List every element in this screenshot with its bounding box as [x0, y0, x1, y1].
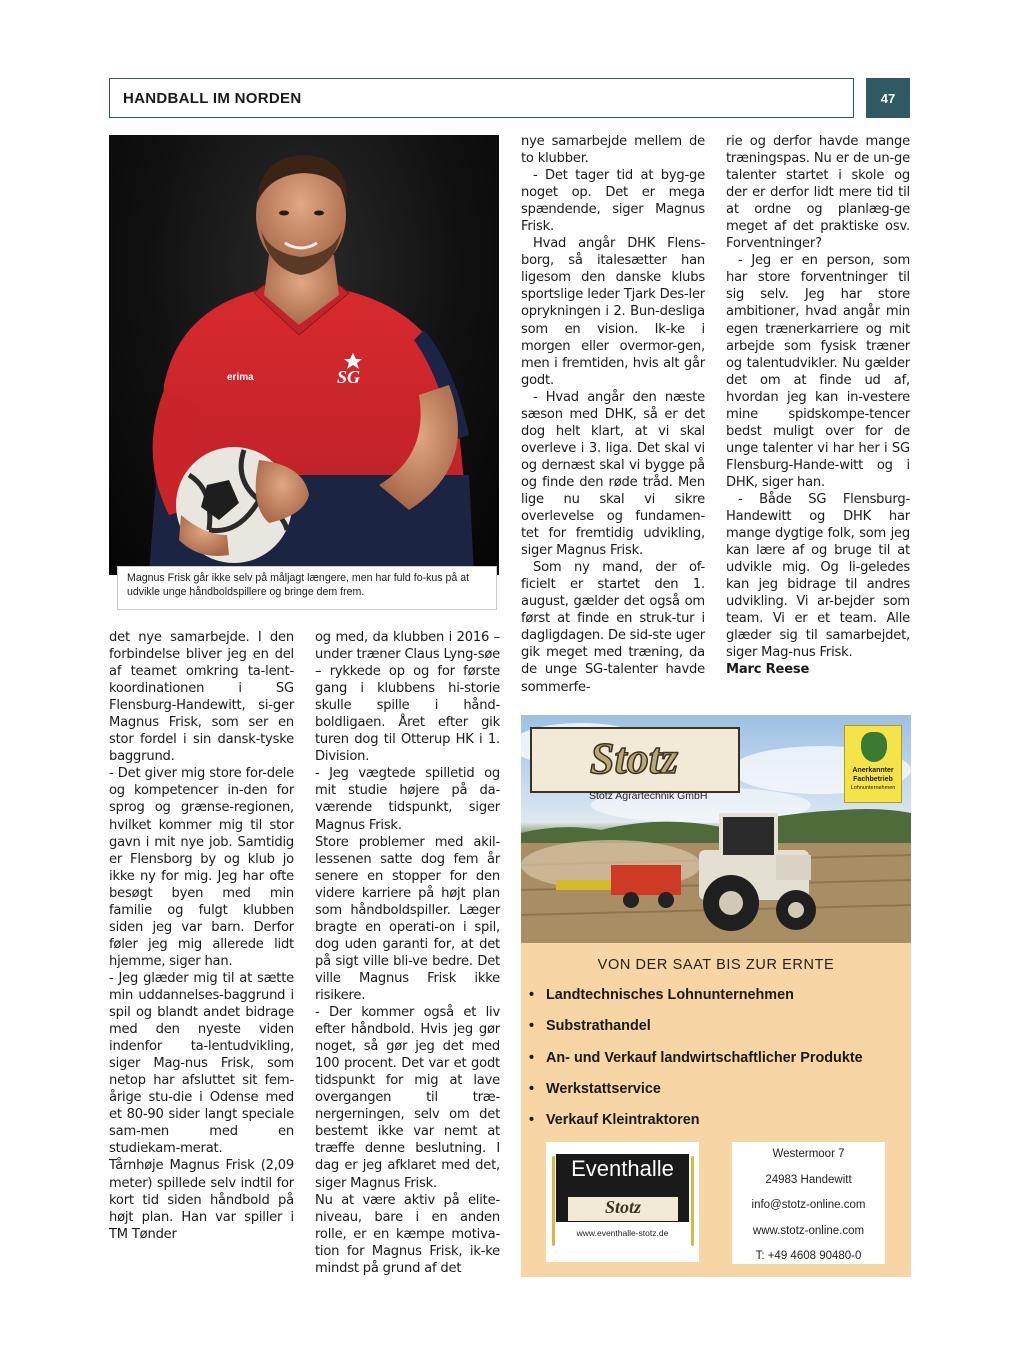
- service-item: [529, 1079, 909, 1110]
- article-author: Marc Reese: [726, 662, 810, 678]
- player-photo: [109, 135, 499, 575]
- bullet-icon: •: [529, 1112, 535, 1129]
- service-item: [529, 985, 909, 1016]
- stotz-logo: [530, 727, 740, 793]
- contact-phone: T: +49 4608 90480-0: [755, 1250, 862, 1262]
- paragraph: - Der kommer også et liv efter håndbold. Hvis jeg gør noget, så gør jeg det med 100 procent. Det var et godt tidspunkt for mig at lave overgangen til træ-nergerningen, selv om det bestemt ikke var nemt at træffe denne beslutning. I dag er jeg afklaret med det, siger Magnus Frisk.: [315, 1005, 500, 1191]
- services-list: [529, 985, 909, 1141]
- photo-caption: Magnus Frisk går ikke selv på måljagt længere, men har fuld fo-kus på at udvikle unge håndboldspillere og bringe dem frem.: [117, 566, 497, 610]
- bullet-icon: •: [529, 1018, 535, 1035]
- paragraph: og med, da klubben i 2016 – under træner Claus Lyng-søe – rykkede op og for første gang i klubbens hi-storie skulle spille i hånd-boldligaen. Året efter gik turen dog til Otterup HK i 1. Division.: [315, 630, 500, 765]
- badge-line: Lohnunternehmen: [850, 785, 896, 791]
- article-column-4: [726, 133, 910, 679]
- advert-tractor-photo: [521, 715, 911, 943]
- paragraph: Nu at være aktiv på elite-niveau, bare i en anden rolle, er en kæmpe motiva-tion for Magnus Frisk, ik-ke mindst på grund af det: [315, 1192, 500, 1276]
- contact-city: 24983 Handewitt: [765, 1173, 852, 1186]
- wheat-icon: [861, 732, 887, 762]
- paragraph: - Hvad angår den næste sæson med DHK, så er det dog helt klart, at vi skal overleve i 3. liga. Det skal vi og dernæst skal vi bygge på og finde den røde tråd. Men lige nu skal vi sikre overlevelse og fundamen-tet for fremtidig udvikling, siger Magnus Frisk.: [521, 389, 705, 559]
- paragraph: nye samarbejde mellem de to klubber.: [521, 134, 705, 167]
- logo-text: Stotz: [590, 734, 679, 783]
- paragraph: - Jeg glæder mig til at sætte min uddannelses-baggrund i spil og blandt andet bidrage med den nyeste viden indenfor ta-lentudvikling, siger Mag-nus Frisk, som netop har afsluttet sit fem-årige stu-die i Odense med et 80-90 sider langt speciale sam-men med en studiekam-merat.: [109, 970, 294, 1157]
- contact-box: [732, 1142, 885, 1264]
- paragraph: Tårnhøje Magnus Frisk (2,09 meter) spillede selv indtil for kort tid siden håndbold på højt plan. Han var spiller i TM Tønder: [109, 1158, 294, 1242]
- paragraph: - Både SG Flensburg-Handewitt og DHK har mange dygtige folk, som jeg kan lære af og bruge til at udvikle mig. Og li-geledes kan jeg bidrage til andres udvikling. Vi ar-bejder som team. Vi er et team. Alle glæder sig til samarbejdet, siger Mag-nus Frisk.: [726, 491, 910, 661]
- service-label: Werkstattservice: [546, 1080, 661, 1097]
- contact-street: Westermoor 7: [772, 1148, 845, 1160]
- article-column-3: [521, 133, 705, 696]
- shirt-logo: SG: [337, 367, 361, 387]
- certified-badge: [844, 725, 902, 803]
- paragraph: - Det tager tid at byg-ge noget op. Det er mega spændende, siger Magnus Frisk.: [521, 168, 705, 235]
- shirt-brand: erima: [227, 372, 254, 383]
- paragraph: rie og derfor havde mange træningspas. Nu er de un-ge talenter startet i skole og der er derfor lidt mere tid til at ordne og planlæg-ge meget af det praktiske osv. Forventninger?: [726, 134, 910, 252]
- article-column-1: [109, 629, 294, 1243]
- section-header: [109, 78, 854, 118]
- eventhalle-logo: [546, 1142, 699, 1262]
- paragraph: - Jeg vægtede spilletid og mit studie højere på da-værende tidspunkt, siger Magnus Frisk.: [315, 766, 500, 833]
- bullet-icon: •: [529, 987, 535, 1003]
- paragraph: det nye samarbejde. I den forbindelse bliver jeg en del af teamet omkring ta-lent-koordinationen i SG Flensburg-Handewitt, si-ger Magnus Frisk, som ser en stor fordel i sin dansk-tyske baggrund.: [109, 630, 294, 765]
- service-item: [529, 1048, 909, 1079]
- paragraph: - Det giver mig store for-dele og kompetencer in-den for sprog og grænse-regionen, hvilket kommer mig til stor gavn i mit nye job. Samtidig er Flensborg by og klub jo ikke ny for mig. Jeg har ofte besøgt byen med min familie og fulgt klubben siden jeg var barn. Derfor føler jeg mig allerede lidt hjemme, siger han.: [109, 766, 294, 969]
- paragraph: - Jeg er en person, som har store forventninger til sig selv. Jeg har store ambitioner, hvad angår min egen trænerkarriere og mit arbejde som fysisk træner og talentudvikler. Nu gælder det om at finde ud af, hvordan jeg kan in-vestere mine spidskompe-tencer bedst muligt over for de unge talenter vi har her i SG Flensburg-Hande-witt og i DHK, siger han.: [726, 253, 910, 490]
- article-column-2: [315, 629, 500, 1277]
- badge-line: Fachbetrieb: [853, 776, 893, 783]
- event-url: www.eventhalle-stotz.de: [576, 1228, 669, 1238]
- contact-web[interactable]: www.stotz-online.com: [752, 1224, 865, 1237]
- section-title: HANDBALL IM NORDEN: [123, 89, 302, 107]
- bullet-icon: •: [529, 1080, 535, 1097]
- contact-email[interactable]: info@stotz-online.com: [751, 1199, 866, 1211]
- paragraph: Som ny mand, der of-ficielt er startet den 1. august, gælder det også om først at finde en struk-tur i dagligdagen. De sid-ste uger gik meget med træning, da de unge SG-talenter havde sommerfe-: [521, 560, 705, 695]
- service-label: Verkauf Kleintraktoren: [546, 1112, 700, 1129]
- advert-slogan: VON DER SAAT BIS ZUR ERNTE: [597, 957, 835, 973]
- company-name: Stotz Agrartechnik GmbH: [589, 790, 708, 802]
- bullet-icon: •: [529, 1049, 535, 1066]
- service-label: An- und Verkauf landwirtschaftlicher Produkte: [546, 1049, 863, 1066]
- event-brand: Stotz: [604, 1197, 642, 1217]
- badge-line: Anerkannter: [852, 767, 894, 774]
- service-label: Substrathandel: [546, 1018, 651, 1035]
- paragraph: Hvad angår DHK Flens-borg, så italesætter han ligesom den danske klubs sportslige leder Tjark Des-ler oprykningen i 2. Bun-desliga som en vision. Ik-ke i morgen eller overmor-gen, men i fremtiden, hvis alt går godt.: [521, 236, 705, 388]
- player-illustration: [109, 135, 499, 575]
- service-item: [529, 1016, 909, 1047]
- page-number: 47: [866, 78, 910, 118]
- ribbon-decoration-right: [691, 1156, 694, 1246]
- stotz-advert: [521, 715, 911, 1277]
- service-item: [529, 1110, 909, 1141]
- paragraph: Store problemer med akil-lessenen satte dog fem år senere en stopper for den videre karriere på højt plan som håndboldspiller. Læger bragte en operati-on i spil, dog uden garanti for, at det på sigt ville bli-ve bedre. Det ville Magnus Frisk ikke risikere.: [315, 834, 500, 1003]
- ribbon-decoration-left: [552, 1156, 555, 1246]
- event-title: Eventhalle: [571, 1156, 674, 1181]
- service-label: Landtechnisches Lohnunternehmen: [546, 987, 794, 1003]
